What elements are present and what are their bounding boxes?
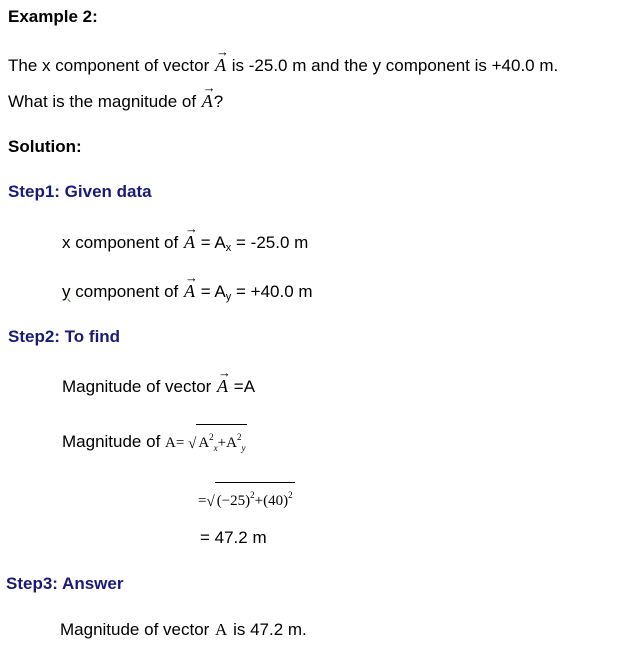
vector-a-symbol: → A bbox=[183, 221, 198, 252]
step1-heading: Step1: Given data bbox=[8, 182, 152, 201]
question-text: The x component of vector bbox=[8, 56, 210, 75]
answer-line: Magnitude of vector A is 47.2 m. bbox=[60, 620, 307, 639]
vector-arrow-icon: → bbox=[218, 365, 232, 380]
vector-a-symbol: → A bbox=[201, 80, 216, 111]
question-line-1 bbox=[8, 44, 559, 77]
vector-arrow-icon: → bbox=[184, 221, 198, 236]
given-x-component: x component of → $A = A_x = -25.0$ m bbox=[62, 221, 309, 254]
vector-arrow-icon: → bbox=[216, 44, 230, 59]
vector-a-symbol: → A bbox=[217, 365, 232, 396]
question-text: is -25.0 m and the y component is +40.0 m. bbox=[231, 56, 559, 75]
given-y-component: y component of → $A = A_y = +40.0$ m bbox=[62, 270, 313, 303]
magnitude-formula-line: Magnitude of A= √ $A^2_x+A^2_y$ bbox=[62, 424, 247, 459]
vector-a-bar-symbol: A bbox=[215, 620, 228, 639]
sqrt-icon: √ bbox=[188, 435, 197, 452]
to-find-line: Magnitude of vector → A =A bbox=[62, 365, 256, 396]
step2-heading: Step2: To find bbox=[8, 327, 121, 346]
step3-heading: Step3: Answer bbox=[6, 574, 124, 593]
vector-arrow-icon: → bbox=[184, 270, 198, 285]
question-line-2: What is the magnitude of → A? bbox=[8, 80, 224, 111]
question-text: What is the magnitude of bbox=[8, 92, 197, 111]
example-title: Example 2: bbox=[8, 7, 98, 26]
sqrt-icon: √ bbox=[206, 493, 215, 510]
substitution-line: =√ $(-25)^2+(40)^2$ bbox=[198, 482, 295, 513]
vector-a-symbol: → A bbox=[215, 44, 230, 75]
result-line: = 47.2 m bbox=[200, 528, 267, 547]
vector-arrow-icon: → bbox=[202, 80, 216, 95]
solution-label: Solution: bbox=[8, 137, 82, 156]
vector-a-symbol: → A bbox=[183, 270, 198, 301]
magnitude-formula: A= √ $A^2_x+A^2_y$ bbox=[165, 435, 247, 451]
